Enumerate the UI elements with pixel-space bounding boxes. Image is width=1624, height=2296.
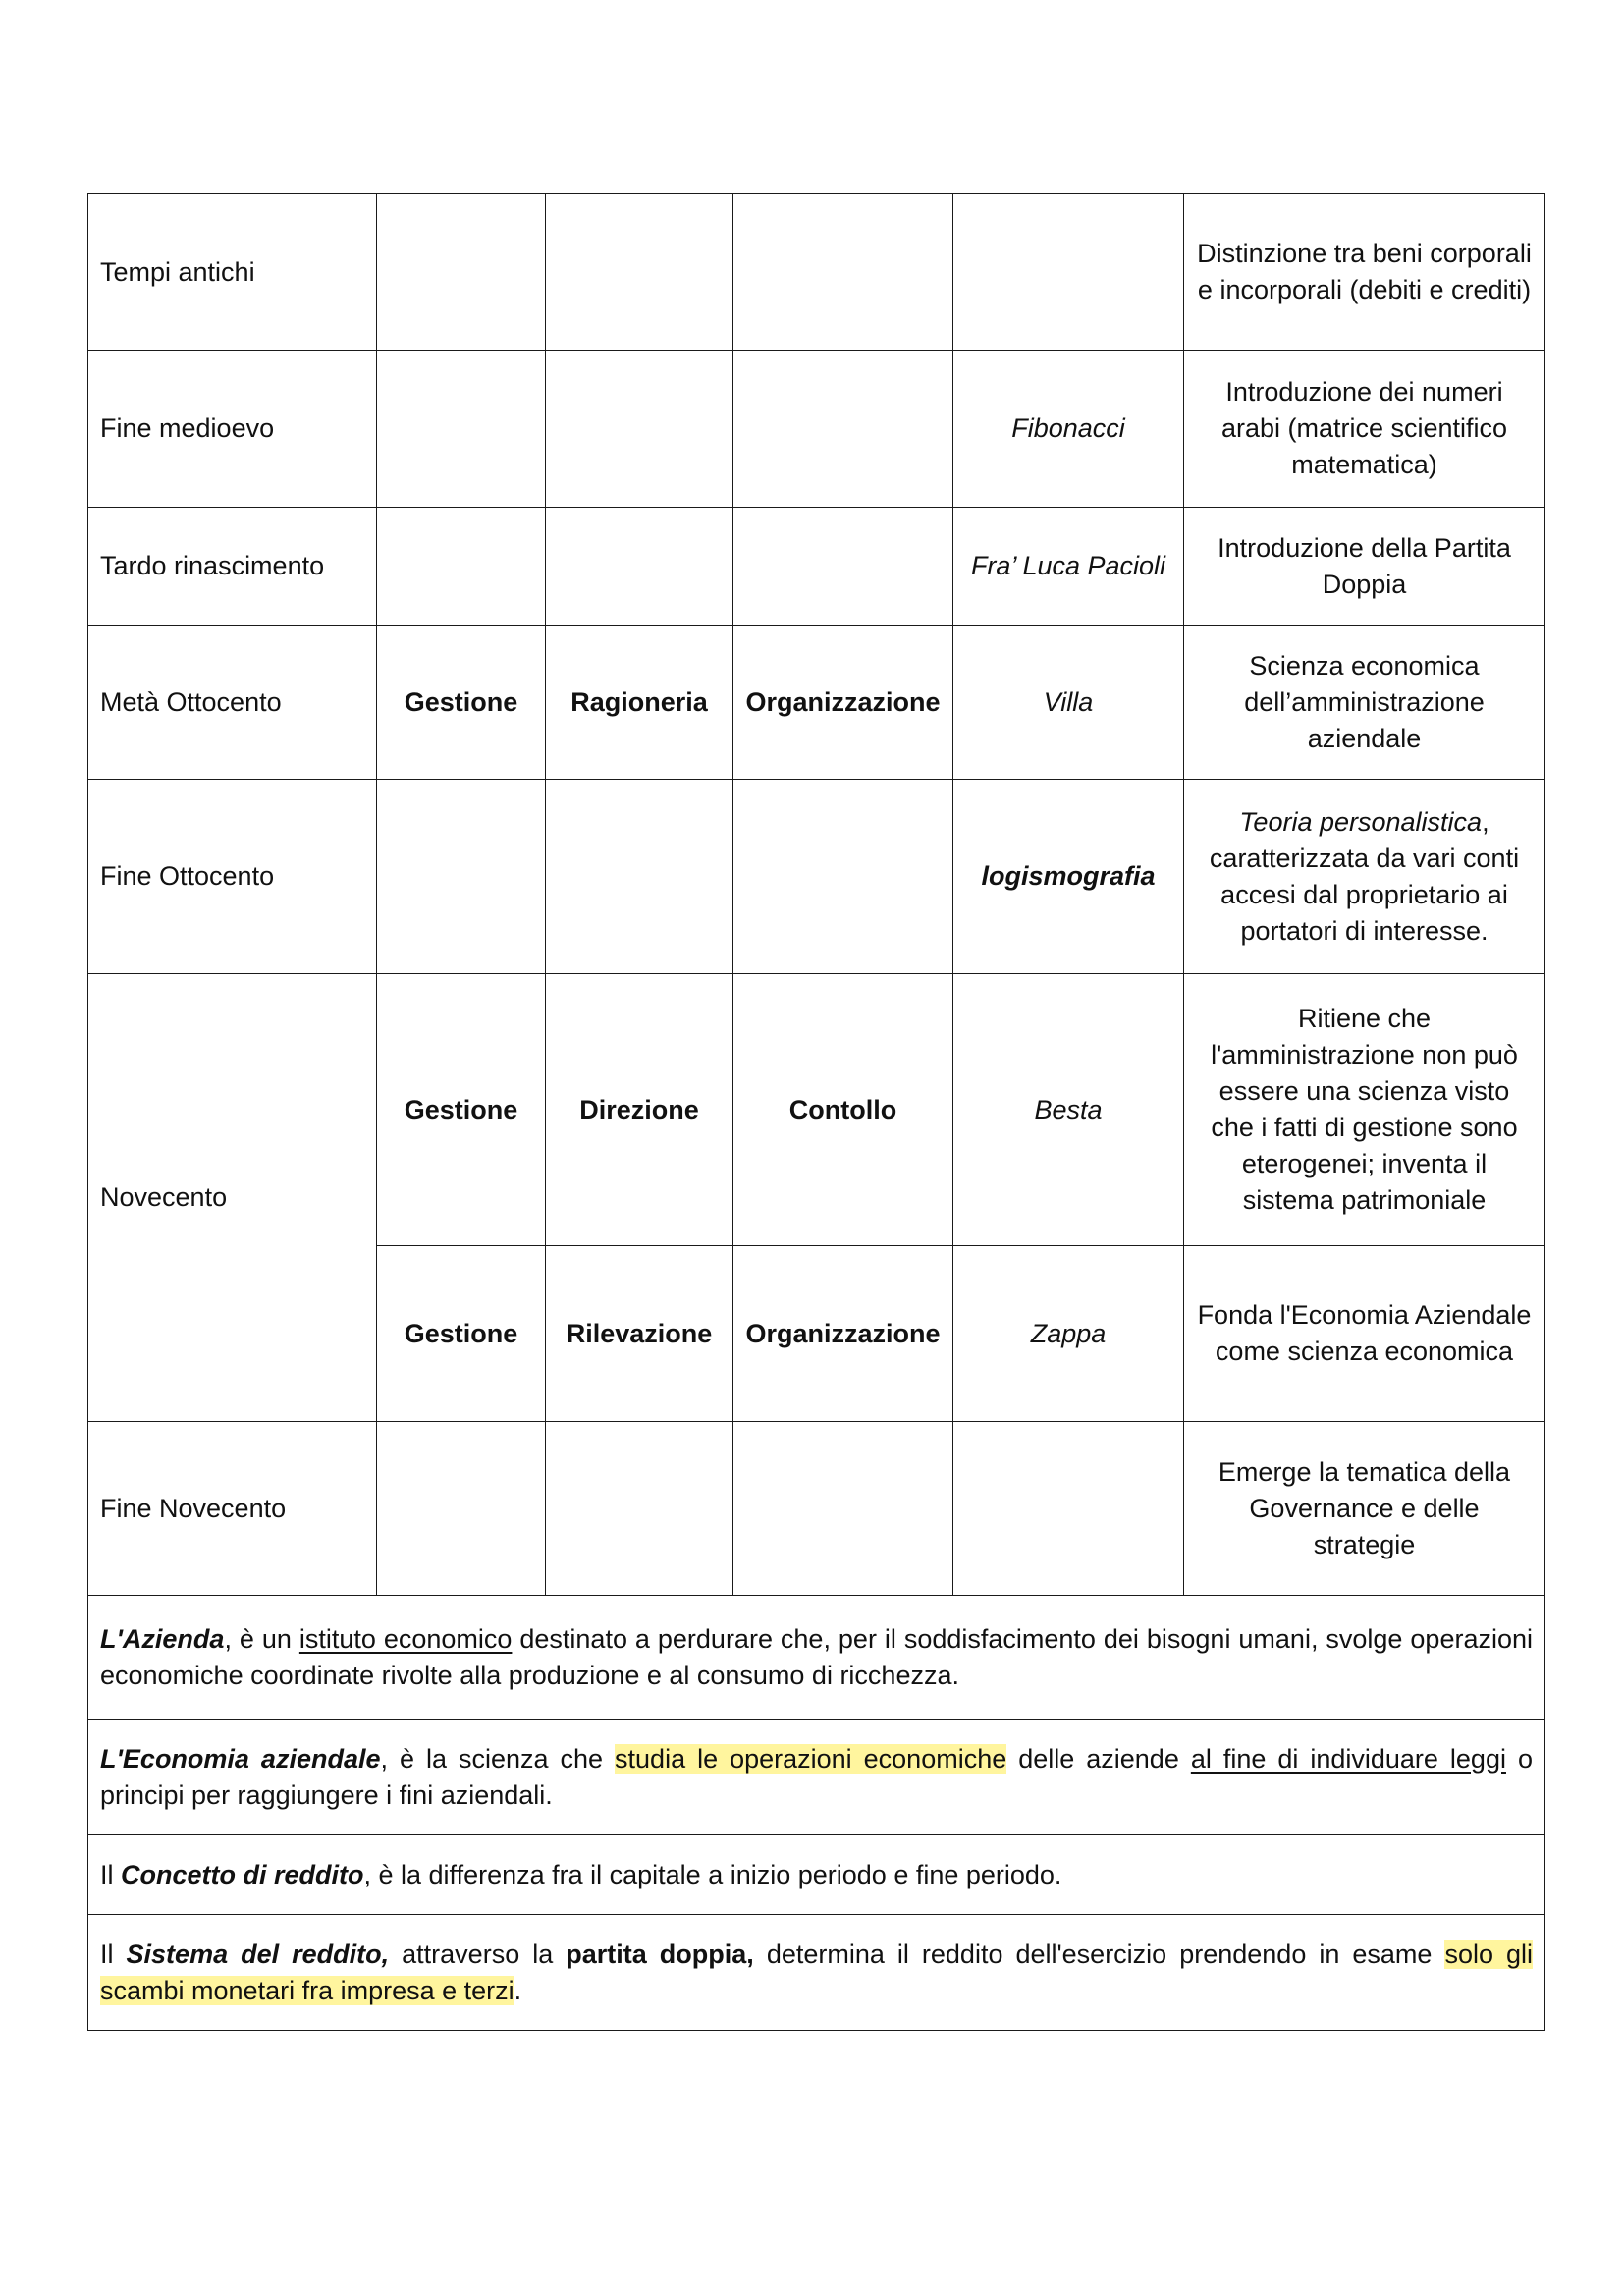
concept-cell <box>546 351 733 508</box>
author-cell: logismografia <box>953 780 1184 974</box>
definition-text: o principi per raggiungere i fini aziendali. <box>100 1743 1533 1810</box>
definition-text: attraverso la <box>389 1939 567 1969</box>
concept-cell <box>377 780 546 974</box>
term: Sistema del reddito, <box>126 1939 390 1969</box>
concept-cell <box>733 351 953 508</box>
concept-cell: Gestione <box>377 974 546 1246</box>
definition-text: , è un <box>224 1623 299 1654</box>
concept-cell <box>546 194 733 351</box>
definition-text: . <box>514 1975 522 2005</box>
concept-cell <box>733 1422 953 1596</box>
description-cell: Introduzione della Partita Doppia <box>1184 508 1545 626</box>
period-cell: Fine medioevo <box>88 351 377 508</box>
concept-cell <box>546 1422 733 1596</box>
definition-text: destinato a perdurare che, per il soddisfacimento dei bisogni umani, svolge operazioni economiche coordinate rivolte alla produzione e al consumo di ricchezza. <box>100 1623 1533 1690</box>
concept-cell <box>377 351 546 508</box>
author-cell: Villa <box>953 626 1184 780</box>
definition-text: determina il reddito dell'esercizio prendendo in esame <box>753 1939 1445 1969</box>
description-cell: Ritiene che l'amministrazione non può essere una scienza visto che i fatti di gestione sono eterogenei; inventa il sistema patrimoniale <box>1184 974 1545 1246</box>
concept-cell <box>546 508 733 626</box>
concept-cell <box>377 508 546 626</box>
highlighted-phrase: studia le operazioni economiche <box>615 1743 1007 1774</box>
concept-cell: Contollo <box>733 974 953 1246</box>
period-cell: Novecento <box>88 974 377 1422</box>
description-cell: Distinzione tra beni corporali e incorporali (debiti e crediti) <box>1184 194 1545 351</box>
term: L'Economia aziendale <box>100 1743 381 1774</box>
table-row-tardo-rinascimento <box>88 508 1545 626</box>
concept-cell <box>377 194 546 351</box>
description-cell: Fonda l'Economia Aziendale come scienza economica <box>1184 1246 1545 1422</box>
table-row-fine-medioevo <box>88 351 1545 508</box>
definition-sistema-reddito <box>88 1915 1545 2031</box>
definition-row-concetto-reddito <box>88 1835 1545 1915</box>
term: Concetto di reddito <box>121 1859 364 1889</box>
author-cell: Zappa <box>953 1246 1184 1422</box>
definition-row-azienda <box>88 1596 1545 1720</box>
description-italic: Teoria personalistica <box>1239 806 1483 837</box>
period-cell: Tardo rinascimento <box>88 508 377 626</box>
definition-text: delle aziende <box>1006 1743 1191 1774</box>
author-cell <box>953 1422 1184 1596</box>
highlighted-phrase: solo gli scambi monetari fra impresa e terzi <box>100 1939 1533 2005</box>
concept-cell <box>377 1422 546 1596</box>
author-cell: Besta <box>953 974 1184 1246</box>
definition-row-economia-aziendale <box>88 1720 1545 1835</box>
concept-cell: Gestione <box>377 626 546 780</box>
definition-row-sistema-reddito <box>88 1915 1545 2031</box>
definition-concetto-reddito <box>88 1835 1545 1915</box>
author-cell <box>953 194 1184 351</box>
author-cell: Fibonacci <box>953 351 1184 508</box>
definition-text: , è la scienza che <box>380 1743 616 1774</box>
description-cell: Scienza economica dell’amministrazione aziendale <box>1184 626 1545 780</box>
table-row-tempi-antichi <box>88 194 1545 351</box>
concept-cell: Gestione <box>377 1246 546 1422</box>
history-table <box>87 193 1545 2031</box>
concept-cell: Ragioneria <box>546 626 733 780</box>
definition-text: Il <box>100 1939 127 1969</box>
period-cell: Fine Ottocento <box>88 780 377 974</box>
definition-text: Il <box>100 1859 122 1889</box>
description-cell <box>1184 780 1545 974</box>
author-cell: Fra’ Luca Pacioli <box>953 508 1184 626</box>
period-cell: Tempi antichi <box>88 194 377 351</box>
description-cell: Introduzione dei numeri arabi (matrice scientifico matematica) <box>1184 351 1545 508</box>
table-row-novecento-besta <box>88 974 1545 1246</box>
underlined-phrase: al fine di individuare leggi <box>1190 1743 1506 1774</box>
definition-economia-aziendale <box>88 1720 1545 1835</box>
concept-cell <box>733 780 953 974</box>
concept-cell: Organizzazione <box>733 1246 953 1422</box>
table-row-fine-ottocento <box>88 780 1545 974</box>
concept-cell: Rilevazione <box>546 1246 733 1422</box>
concept-cell <box>546 780 733 974</box>
term: L'Azienda <box>100 1623 225 1654</box>
period-cell: Fine Novecento <box>88 1422 377 1596</box>
table-row-meta-ottocento <box>88 626 1545 780</box>
description-text: , caratterizzata da vari conti accesi dal proprietario ai portatori di interesse. <box>1209 806 1520 946</box>
concept-cell: Organizzazione <box>733 626 953 780</box>
table-row-fine-novecento <box>88 1422 1545 1596</box>
definition-azienda <box>88 1596 1545 1720</box>
period-cell: Metà Ottocento <box>88 626 377 780</box>
description-cell: Emerge la tematica della Governance e delle strategie <box>1184 1422 1545 1596</box>
concept-cell: Direzione <box>546 974 733 1246</box>
underlined-phrase: istituto economico <box>298 1623 513 1654</box>
definition-text: , è la differenza fra il capitale a inizio periodo e fine periodo. <box>363 1859 1062 1889</box>
concept-cell <box>733 194 953 351</box>
concept-cell <box>733 508 953 626</box>
bold-phrase: partita doppia, <box>566 1939 754 1969</box>
